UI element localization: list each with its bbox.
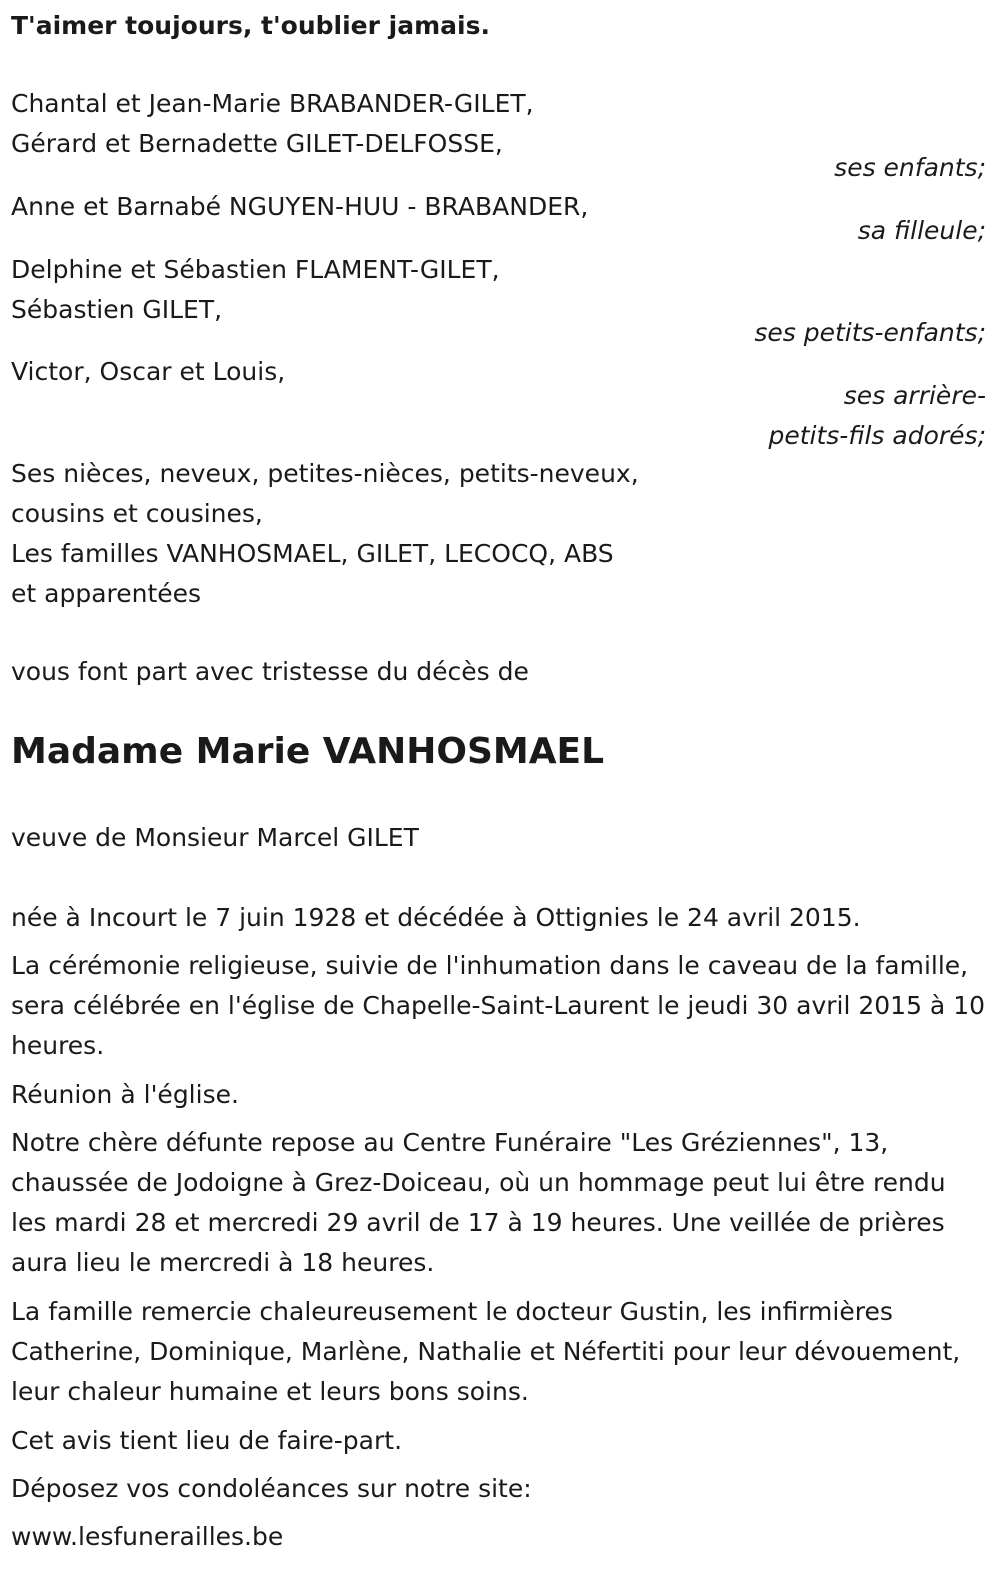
family-line-extended-2: cousins et cousines,	[11, 499, 263, 528]
family-line-grandchildren-1: Delphine et Sébastien FLAMENT-GILET,	[11, 255, 500, 284]
notice-paragraph: Cet avis tient lieu de faire-part.	[11, 1426, 403, 1455]
thanks-paragraph: La famille remercie chaleureusement le docteur Gustin, les infirmières Catherine, Dominique, Marlène, Nathalie et Néfertiti pour leur dévouement, leur chaleur humaine et leurs bons soins.	[11, 1297, 961, 1406]
family-line-children-2: Gérard et Bernadette GILET-DELFOSSE,	[11, 129, 503, 158]
epigraph: T'aimer toujours, t'oublier jamais.	[11, 11, 490, 40]
deceased-name: Madame Marie VANHOSMAEL	[11, 731, 605, 772]
birth-death: née à Incourt le 7 juin 1928 et décédée à Ottignies le 24 avril 2015.	[11, 903, 861, 932]
widow-of: veuve de Monsieur Marcel GILET	[11, 823, 419, 852]
family-line-extended-4: et apparentées	[11, 579, 202, 608]
ceremony-paragraph: La cérémonie religieuse, suivie de l'inhumation dans le caveau de la famille, sera célébrée en l'église de Chapelle-Saint-Laurent le jeudi 30 avril 2015 à 10 heures.	[11, 951, 985, 1060]
family-line-great-grandchildren: Victor, Oscar et Louis,	[11, 357, 286, 386]
family-line-extended-3: Les familles VANHOSMAEL, GILET, LECOCQ, ABS	[11, 539, 614, 568]
family-line-grandchildren-2: Sébastien GILET,	[11, 295, 223, 324]
relation-great-grandchildren-1: ses arrière-	[843, 381, 986, 410]
family-line-children-1: Chantal et Jean-Marie BRABANDER-GILET,	[11, 89, 534, 118]
meeting-paragraph: Réunion à l'église.	[11, 1080, 239, 1109]
relation-children: ses enfants;	[834, 153, 986, 182]
relation-goddaughter: sa filleule;	[857, 216, 986, 245]
relation-grandchildren: ses petits-enfants;	[754, 318, 986, 347]
announcement: vous font part avec tristesse du décès de	[11, 657, 529, 686]
rest-paragraph: Notre chère défunte repose au Centre Funéraire "Les Gréziennes", 13, chaussée de Jodoigne à Grez-Doiceau, où un hommage peut lui être rendu les mardi 28 et mercredi 29 avril de 17 à 19 heures. Une veillée de prières aura lieu le mercredi à 18 heures.	[11, 1128, 946, 1277]
condolences-paragraph: Déposez vos condoléances sur notre site:	[11, 1474, 532, 1503]
relation-great-grandchildren-2: petits-fils adorés;	[768, 421, 986, 450]
website-link[interactable]: www.lesfunerailles.be	[11, 1522, 284, 1551]
family-line-goddaughter: Anne et Barnabé NGUYEN-HUU - BRABANDER,	[11, 192, 589, 221]
family-line-extended-1: Ses nièces, neveux, petites-nièces, petits-neveux,	[11, 459, 639, 488]
